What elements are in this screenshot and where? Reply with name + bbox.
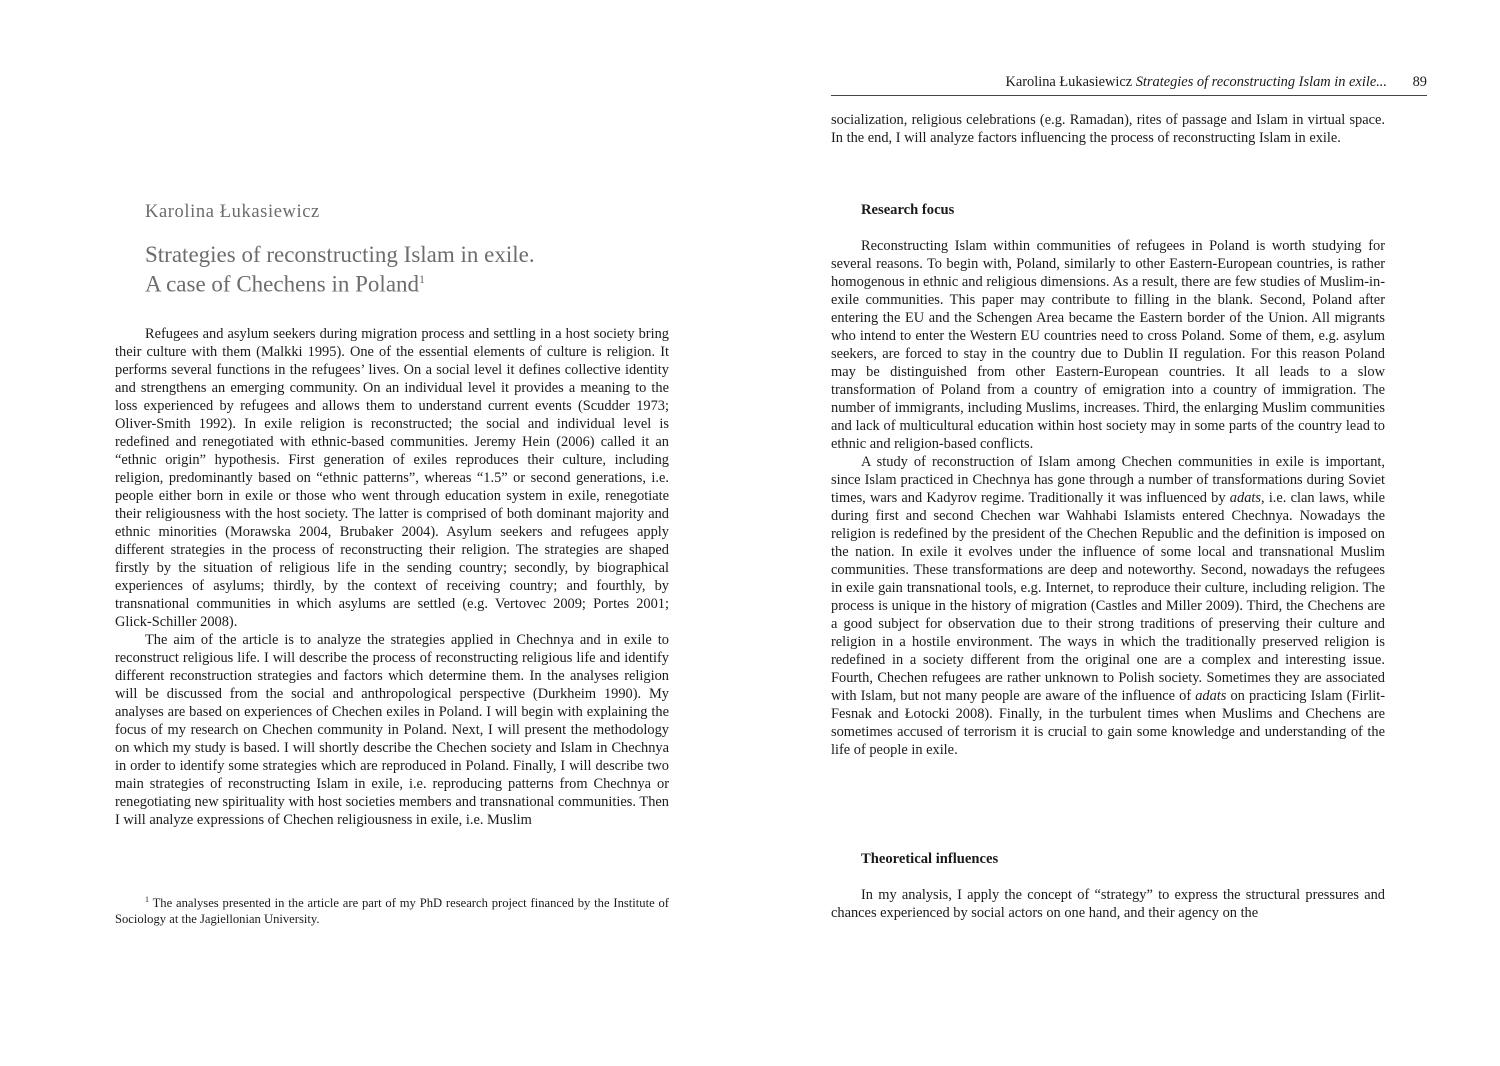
running-header-author: Karolina Łukasiewicz xyxy=(1005,74,1133,90)
research-2-part-b: , i.e. clan laws, while during first and second Chechen war Wahhabi Islamists entered Chechnya. Nowadays the religion is redefined by the president of the Chechen Republic and the definition is imposed on the nation. In exile it evolves under the influence of some local and transnational Muslim communities. These transformations are deep and noteworthy. Second, nowadays the refugees in exile gain transnational tools, e.g. Internet, to reproduce their culture, including religion. The process is unique in the history of migration (Castles and Miller 2009). Third, the Chechens are a good subject for observation due to their strong traditions of preserving their culture and religion in a hostile environment. The ways in which the traditionally preserved religion is redefined in a society different from the original one are a complex and interesting issue. Fourth, Chechen refugees are rather unknown to Polish society. Sometimes they are associated with Islam, but not many people are aware of the influence of xyxy=(831,490,1385,704)
term-adats-1: adats xyxy=(1229,490,1261,506)
research-2-part-a: A study of reconstruction of Islam among Chechen communities in exile is important, since Islam practiced in Chechnya has gone through a number of transformations during Soviet times, wars and Kadyrov regime. Traditionally it was influenced by xyxy=(831,454,1385,506)
page-number: 89 xyxy=(1412,74,1427,90)
paragraph-research-1: Reconstructing Islam within communities of refugees in Poland is worth studying for several reasons. To begin with, Poland, similarly to other Eastern-European countries, is rather homogenous in ethnic and religious dimensions. As a result, there are few studies of Muslim-in-exile communities. This paper may contribute to filling in the blank. Second, Poland after entering the EU and the Schengen Area became the Eastern border of the Union. All migrants who intend to enter the Western EU countries need to cross Poland. Some of them, e.g. asylum seekers, are forced to stay in the country due to Dublin II regulation. For this reason Poland may be distinguished from other Eastern-European countries. It all leads to a slow transformation of Poland from a country of emigration into a country of immigration. The number of immigrants, including Muslims, increases. Third, the enlarging Muslim communities and lack of multicultural education within host society may in some parts of the country lead to ethnic and religion-based conflicts. xyxy=(831,238,1385,452)
paragraph-continuation: socialization, religious celebrations (e.g. Ramadan), rites of passage and Islam in virtual space. In the end, I will analyze factors influencing the process of reconstructing Islam in exile. xyxy=(831,112,1385,146)
running-header xyxy=(831,74,1427,96)
term-adats-2: adats xyxy=(1195,688,1227,704)
continuation-block xyxy=(831,111,1385,147)
footnote-text: The analyses presented in the article are part of my PhD research project financed by the Institute of Sociology at the Jagiellonian University. xyxy=(115,896,669,926)
footnote xyxy=(115,892,669,927)
running-header-text xyxy=(1005,74,1387,91)
paragraph-research-2 xyxy=(831,453,1385,759)
paragraph-aim: The aim of the article is to analyze the strategies applied in Chechnya and in exile to reconstruct religious life. I will describe the process of reconstructing religious life and identify different reconstruction strategies and factors which determine them. In the analyses religion will be discussed from the social and anthropological perspective (Durkheim 1990). My analyses are based on experiences of Chechen exiles in Poland. I will begin with explaining the focus of my research on Chechen community in Poland. Next, I will present the methodology on which my study is based. I will shortly describe the Chechen society and Islam in Chechnya in order to identify some strategies which are reproduced in Poland. Finally, I will describe two main strategies of reconstructing Islam in exile, i.e. reproducing patterns from Chechnya or renegotiating new spirituality with host societies members and transnational communities. Then I will analyze expressions of Chechen religiousness in exile, i.e. Muslim xyxy=(115,632,669,828)
research-2-part-c: on practicing Islam (Firlit-Fesnak and Łotocki 2008). Finally, in the turbulent times when Muslims and Chechens are sometimes accused of terrorism it is crucial to gain some knowledge and understanding of the life of people in exile. xyxy=(831,688,1385,758)
running-header-title: Strategies of reconstructing Islam in exile... xyxy=(1135,74,1387,90)
paragraph-theoretical-1: In my analysis, I apply the concept of “strategy” to express the structural pressures and chances experienced by social actors on one hand, and their agency on the xyxy=(831,887,1385,921)
research-focus-body xyxy=(831,237,1385,759)
section-heading-theoretical-influences: Theoretical influences xyxy=(861,851,999,867)
section-heading-research-focus: Research focus xyxy=(861,202,955,218)
article-title xyxy=(145,243,535,297)
article-author: Karolina Łukasiewicz xyxy=(145,202,320,222)
title-line-2-text: A case of Chechens in Poland xyxy=(145,271,420,297)
left-body-text xyxy=(115,325,669,829)
title-line-1: Strategies of reconstructing Islam in exile. xyxy=(145,242,535,267)
footnote-mark: 1 xyxy=(145,895,149,904)
title-line-2 xyxy=(145,267,535,297)
theoretical-body xyxy=(831,886,1385,922)
paragraph-intro: Refugees and asylum seekers during migration process and settling in a host society bring their culture with them (Malkki 1995). One of the essential elements of culture is religion. It performs several functions in the refugees’ lives. On a social level it defines collective identity and strengthens an emerging community. On an individual level it provides a meaning to the loss experienced by refugees and allows them to understand current events (Scudder 1973; Oliver-Smith 1992). In exile religion is reconstructed; the social and individual level is redefined and renegotiated with ethnic-based communities. Jeremy Hein (2006) called it an “ethnic origin” hypothesis. First generation of exiles reproduces their culture, including religion, predominantly based on “ethnic patterns”, whereas “1.5” or second generations, i.e. people either born in exile or those who went through education system in exile, renegotiate their religiousness with the host society. The latter is comprised of both dominant majority and ethnic minorities (Morawska 2004, Brubaker 2004). Asylum seekers and refugees apply different strategies in the process of reconstructing their religion. The strategies are shaped firstly by the situation of religious life in the sending country; secondly, by biographical experiences of asylums; thirdly, by the context of receiving country; and fourthly, by transnational communities in which asylums are settled (e.g. Vertovec 2009; Portes 2001; Glick-Schiller 2008). xyxy=(115,326,669,630)
title-footnote-mark: 1 xyxy=(419,272,426,286)
